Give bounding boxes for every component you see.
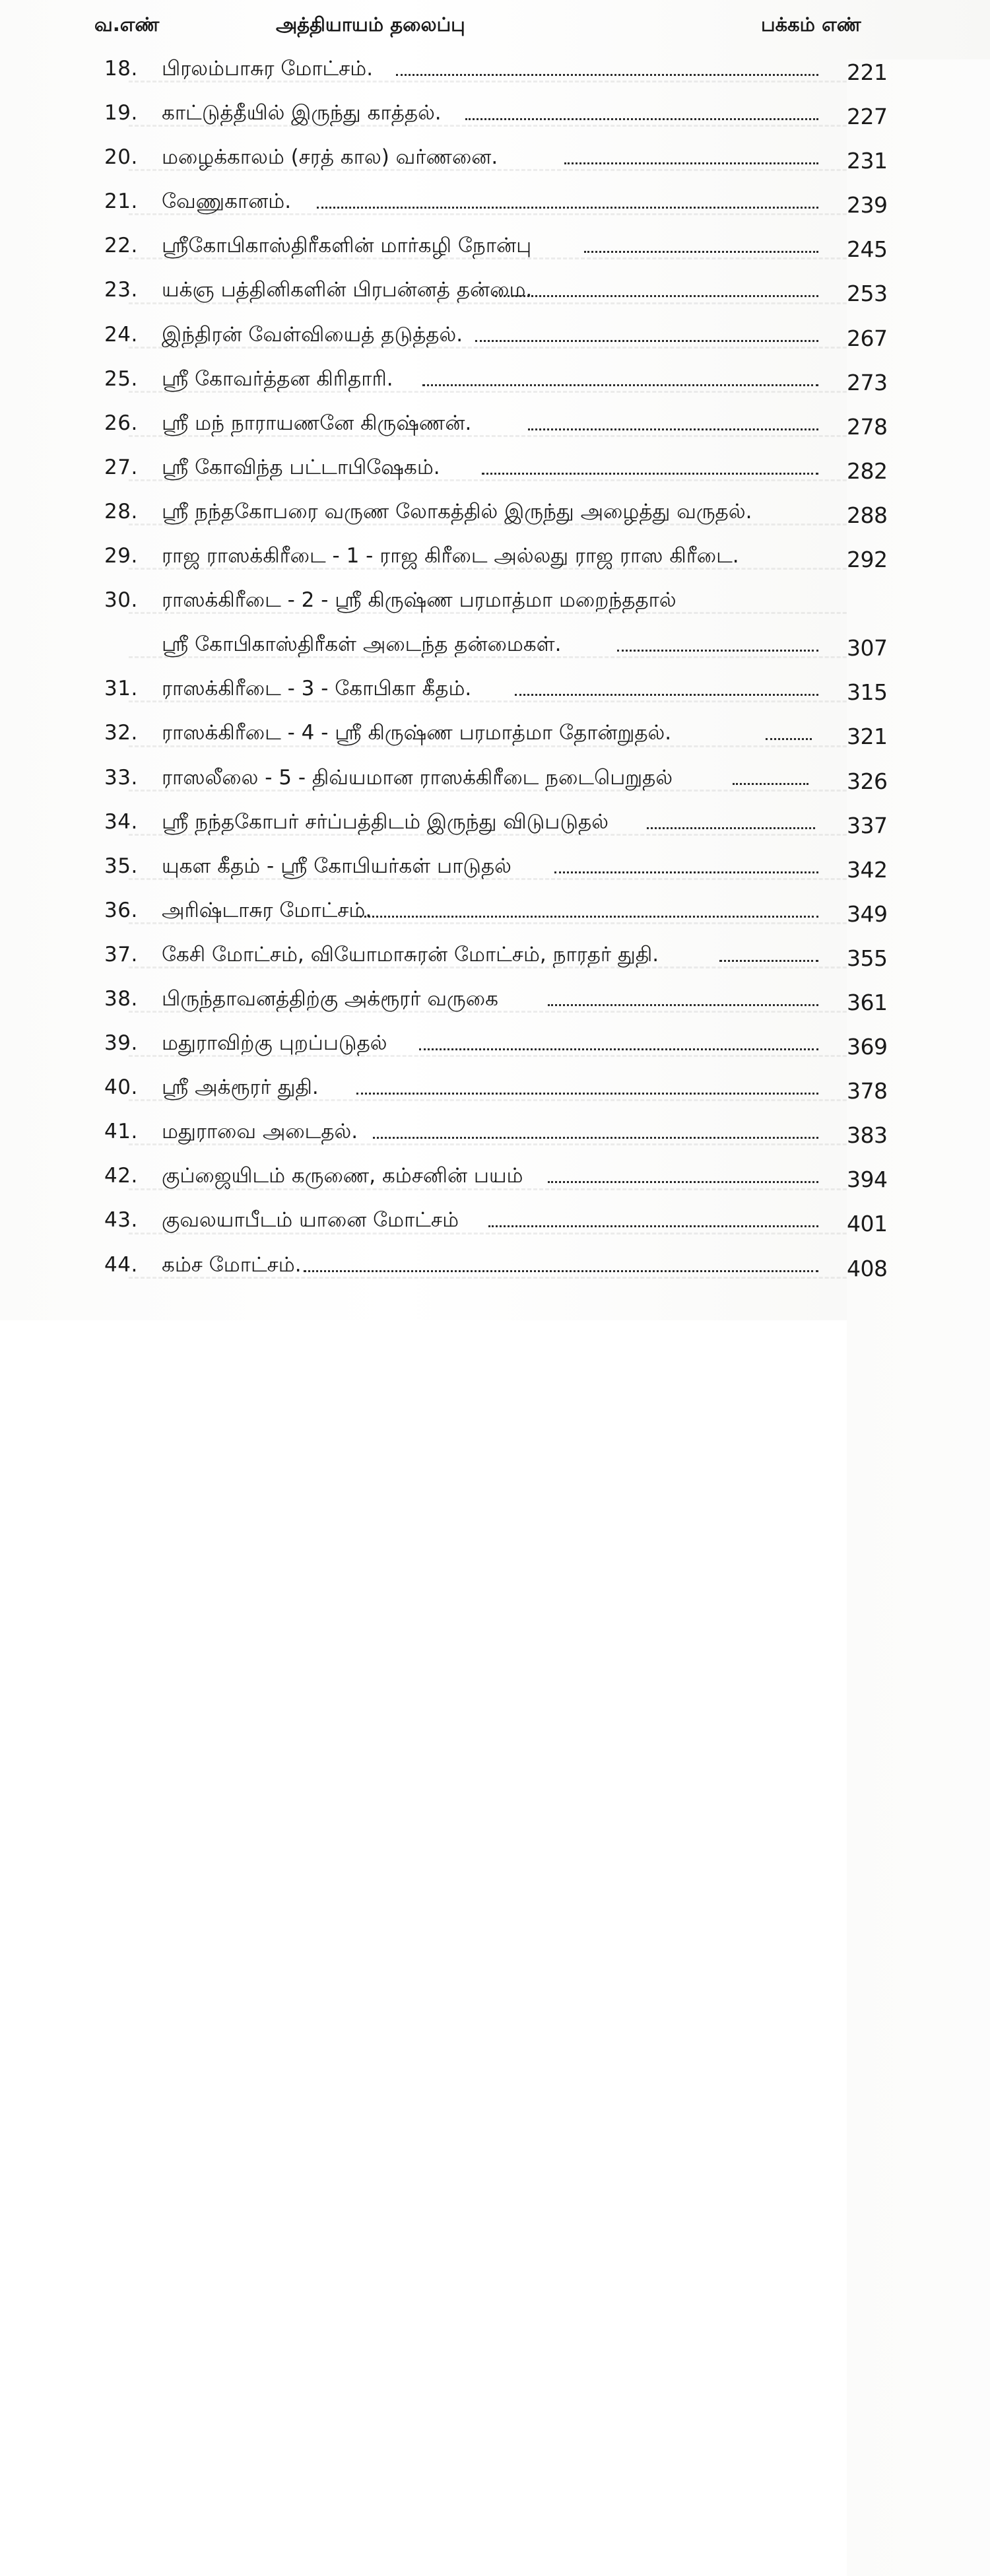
chapter-title: ஸ்ரீ கோபிகாஸ்திரீகள் அடைந்த தன்மைகள். — [162, 632, 562, 657]
dot-leader — [495, 295, 818, 299]
chapter-title: ஸ்ரீ கோவர்த்தன கிரிதாரி. — [162, 366, 393, 391]
dot-leader — [647, 827, 815, 831]
toc-entry — [0, 933, 990, 978]
page-number: 361 — [847, 990, 990, 2310]
page-number: 321 — [847, 724, 990, 2044]
chapter-number: 19. — [104, 101, 138, 125]
toc-entry — [0, 1155, 990, 1199]
toc-entry — [0, 1022, 990, 1066]
dot-leader — [422, 384, 818, 388]
page-number: 239 — [847, 192, 990, 1512]
dot-leader — [719, 960, 818, 964]
chapter-title: ஸ்ரீ அக்ரூரர் துதி. — [162, 1075, 319, 1100]
toc-entry — [0, 757, 990, 801]
dot-leader — [515, 694, 818, 698]
dot-leader — [488, 1225, 818, 1229]
chapter-title: ஸ்ரீ கோவிந்த பட்டாபிஷேகம். — [162, 455, 440, 479]
page-number: 292 — [847, 547, 990, 1867]
dot-leader — [548, 1181, 818, 1185]
dot-leader — [304, 1270, 818, 1274]
dot-leader — [356, 1093, 818, 1097]
chapter-title: பிருந்தாவனத்திற்கு அக்ரூரர் வருகை — [162, 986, 498, 1011]
dot-leader — [482, 473, 818, 477]
toc-entry — [0, 48, 990, 92]
table-of-contents — [0, 48, 990, 1288]
toc-entry — [0, 712, 990, 756]
toc-entry — [0, 269, 990, 313]
chapter-number: 20. — [104, 145, 138, 170]
chapter-number: 23. — [104, 278, 138, 302]
chapter-number: 42. — [104, 1164, 138, 1188]
toc-entry — [0, 845, 990, 889]
dot-leader — [475, 340, 818, 344]
toc-entry — [0, 623, 990, 667]
toc-entry — [0, 358, 990, 402]
page-number: 408 — [847, 1256, 990, 2576]
page-number: 349 — [847, 901, 990, 2221]
header-chapter-title: அத்தியாயம் தலைப்பு — [276, 13, 465, 36]
chapter-title: ராஸக்கிரீடை - 4 - ஸ்ரீ கிருஷ்ண பரமாத்மா தோன்றுதல். — [162, 721, 672, 745]
chapter-number: 18. — [104, 57, 138, 81]
page-number: 227 — [847, 104, 990, 1424]
toc-entry — [0, 1110, 990, 1155]
toc-entry — [0, 180, 990, 224]
page-number: 355 — [847, 945, 990, 2266]
toc-entry — [0, 889, 990, 933]
chapter-number: 22. — [104, 234, 138, 258]
chapter-title: வேணுகானம். — [162, 189, 292, 214]
page-number: 282 — [847, 458, 990, 1779]
toc-entry — [0, 136, 990, 180]
chapter-title: ஸ்ரீ நந்தகோபரை வருண லோகத்தில் இருந்து அழைத்து வருதல். — [162, 499, 752, 524]
chapter-title: ஸ்ரீகோபிகாஸ்திரீகளின் மார்கழி நோன்பு — [162, 234, 532, 258]
page-number: 267 — [847, 325, 990, 1646]
page-number: 378 — [847, 1078, 990, 2398]
chapter-number: 21. — [104, 189, 138, 214]
dot-leader — [617, 650, 818, 654]
toc-entry — [0, 224, 990, 269]
chapter-title: ஸ்ரீ மந் நாராயணனே கிருஷ்ணன். — [162, 411, 472, 435]
toc-entry — [0, 667, 990, 712]
chapter-number: 33. — [104, 765, 138, 790]
chapter-number: 43. — [104, 1208, 138, 1233]
toc-entry — [0, 491, 990, 535]
page-number: 342 — [847, 857, 990, 2177]
chapter-title: பிரலம்பாசுர மோட்சம். — [162, 57, 374, 81]
toc-entry — [0, 579, 990, 623]
chapter-number: 26. — [104, 411, 138, 435]
chapter-title: ஸ்ரீ நந்தகோபர் சர்ப்பத்திடம் இருந்து விடுபடுதல் — [162, 809, 609, 834]
page-number: 369 — [847, 1034, 990, 2354]
toc-entry — [0, 314, 990, 358]
chapter-title: அரிஷ்டாசுர மோட்சம். — [162, 898, 372, 922]
chapter-number: 40. — [104, 1075, 138, 1100]
dot-leader — [373, 1137, 818, 1141]
toc-entry — [0, 535, 990, 579]
toc-entry — [0, 978, 990, 1022]
page-number: 401 — [847, 1211, 990, 2531]
chapter-number: 30. — [104, 588, 138, 613]
page-number: 288 — [847, 502, 990, 1823]
dot-leader — [584, 251, 818, 255]
toc-header — [0, 8, 990, 42]
chapter-title: மதுராவிற்கு புறப்படுதல் — [162, 1031, 387, 1056]
chapter-title: ராஸக்கிரீடை - 2 - ஸ்ரீ கிருஷ்ண பரமாத்மா மறைந்ததால் — [162, 588, 676, 613]
chapter-number: 44. — [104, 1252, 138, 1277]
chapter-number: 27. — [104, 455, 138, 479]
chapter-number: 29. — [104, 544, 138, 568]
dot-leader — [465, 118, 818, 122]
dot-leader — [733, 783, 808, 787]
chapter-title: மழைக்காலம் (சரத் கால) வர்ணனை. — [162, 145, 498, 170]
chapter-title: யக்ஞ பத்தினிகளின் பிரபன்னத் தன்மை. — [162, 278, 533, 302]
chapter-title: கம்ச மோட்சம். — [162, 1252, 302, 1277]
page-number: 253 — [847, 281, 990, 1601]
chapter-number: 28. — [104, 499, 138, 524]
chapter-title: ராஸலீலை - 5 - திவ்யமான ராஸக்கிரீடை நடைபெறுதல் — [162, 765, 673, 790]
chapter-title: ராஜ ராஸக்கிரீடை - 1 - ராஜ கிரீடை அல்லது ராஜ ராஸ கிரீடை. — [162, 544, 739, 568]
page-number: 383 — [847, 1122, 990, 2443]
dot-leader — [317, 207, 818, 211]
page-number: 221 — [847, 59, 990, 1380]
chapter-number: 32. — [104, 721, 138, 745]
chapter-title: கேசி மோட்சம், வியோமாசுரன் மோட்சம், நாரதர் துதி. — [162, 942, 659, 966]
dot-leader — [548, 1004, 818, 1008]
chapter-number: 34. — [104, 809, 138, 834]
chapter-title: காட்டுத்தீயில் இருந்து காத்தல். — [162, 101, 442, 125]
dot-leader — [528, 428, 818, 432]
chapter-number: 38. — [104, 986, 138, 1011]
page-number: 245 — [847, 236, 990, 1557]
dot-leader — [419, 1048, 818, 1052]
dot-leader — [360, 916, 818, 920]
chapter-title: குவலயாபீடம் யானை மோட்சம் — [162, 1208, 459, 1233]
chapter-title: மதுராவை அடைதல். — [162, 1120, 358, 1144]
page-number: 273 — [847, 370, 990, 1690]
toc-entry — [0, 402, 990, 446]
chapter-number: 36. — [104, 898, 138, 922]
chapter-title: குப்ஜையிடம் கருணை, கம்சனின் பயம் — [162, 1164, 523, 1188]
page-number: 337 — [847, 813, 990, 2133]
chapter-number: 35. — [104, 854, 138, 878]
header-serial-number: வ.எண் — [94, 13, 160, 36]
chapter-number: 39. — [104, 1031, 138, 1056]
dot-leader — [564, 162, 818, 166]
toc-entry — [0, 801, 990, 845]
page-number: 307 — [847, 635, 990, 1955]
chapter-number: 41. — [104, 1120, 138, 1144]
header-page-number: பக்கம் எண் — [761, 13, 861, 36]
page-number: 394 — [847, 1167, 990, 2487]
chapter-number: 31. — [104, 677, 138, 701]
page-number: 326 — [847, 768, 990, 2089]
page-number: 278 — [847, 414, 990, 1734]
dot-leader — [766, 738, 812, 742]
toc-entry — [0, 92, 990, 136]
dot-leader — [396, 74, 818, 78]
page-number: 315 — [847, 679, 990, 2000]
toc-entry — [0, 1066, 990, 1110]
dot-leader — [554, 871, 818, 875]
chapter-number: 24. — [104, 322, 138, 347]
toc-entry — [0, 1199, 990, 1243]
chapter-number: 25. — [104, 366, 138, 391]
page-number: 231 — [847, 148, 990, 1468]
chapter-title: இந்திரன் வேள்வியைத் தடுத்தல். — [162, 322, 463, 347]
toc-entry — [0, 446, 990, 491]
chapter-number: 37. — [104, 942, 138, 966]
chapter-title: ராஸக்கிரீடை - 3 - கோபிகா கீதம். — [162, 677, 472, 701]
toc-entry — [0, 1244, 990, 1288]
chapter-title: யுகள கீதம் - ஸ்ரீ கோபியர்கள் பாடுதல் — [162, 854, 512, 878]
